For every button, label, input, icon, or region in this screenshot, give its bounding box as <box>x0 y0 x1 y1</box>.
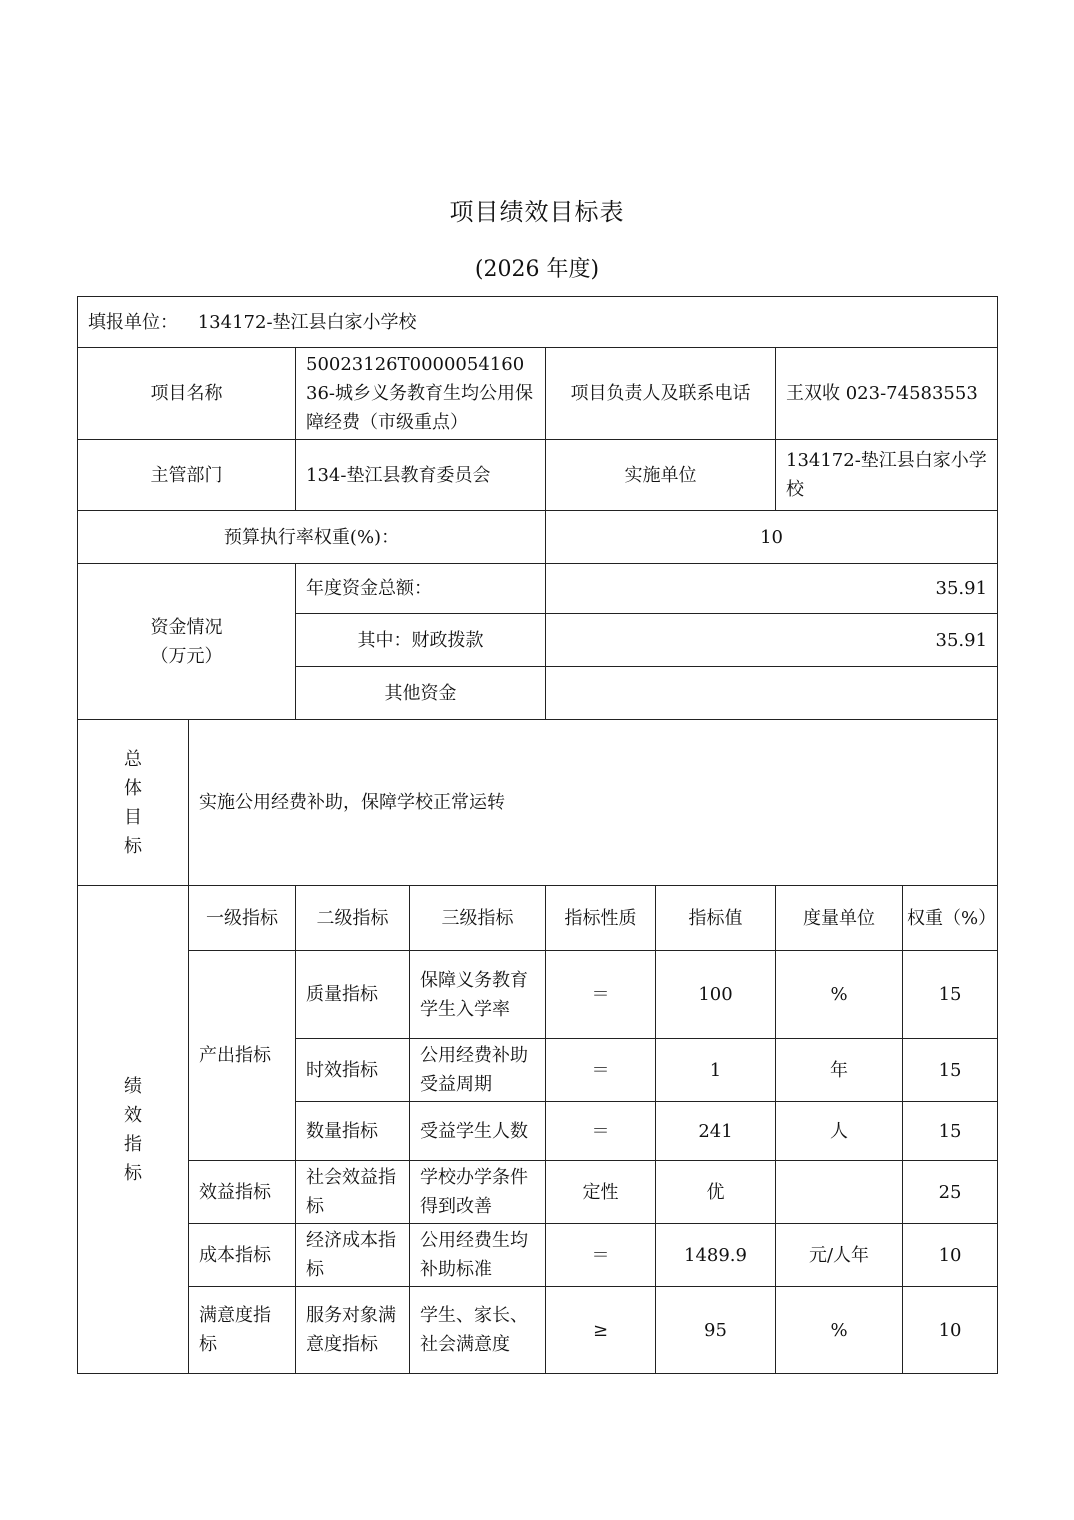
dept-label: 主管部门 <box>78 440 296 511</box>
unit-cell: % <box>776 1287 903 1374</box>
funds-total-value: 35.91 <box>546 564 998 614</box>
level1-cell: 满意度指标 <box>189 1287 296 1374</box>
level3-cell: 保障义务教育学生入学率 <box>410 951 546 1039</box>
perf-label-char: 绩 <box>124 1075 142 1097</box>
contact-label: 项目负责人及联系电话 <box>546 348 776 440</box>
dept-value: 134-垫江县教育委员会 <box>296 440 546 511</box>
nature-cell: ＝ <box>546 1224 656 1287</box>
level1-cell: 产出指标 <box>189 951 296 1161</box>
funds-other-value <box>546 667 998 720</box>
weight-cell: 15 <box>903 1039 998 1102</box>
nature-cell: ＝ <box>546 1102 656 1161</box>
column-header: 一级指标 <box>189 886 296 951</box>
level2-cell: 质量指标 <box>296 951 410 1039</box>
page-year: (2026 年度) <box>474 257 600 282</box>
goal-text: 实施公用经费补助，保障学校正常运转 <box>189 720 998 886</box>
goal-label-char: 总 <box>124 748 142 770</box>
level3-cell: 受益学生人数 <box>410 1102 546 1161</box>
funds-label-line1: 资金情况 <box>150 616 223 638</box>
budget-rate-row <box>78 511 998 564</box>
nature-cell: 定性 <box>546 1161 656 1224</box>
unit-cell <box>776 1161 903 1224</box>
column-header: 三级指标 <box>410 886 546 951</box>
column-header: 指标值 <box>656 886 776 951</box>
weight-cell: 15 <box>903 951 998 1039</box>
funds-label <box>78 564 296 720</box>
level3-cell: 公用经费补助受益周期 <box>410 1039 546 1102</box>
budget-rate-label: 预算执行率权重(%)： <box>78 511 546 564</box>
funds-label-line2: （万元） <box>150 645 223 667</box>
column-header: 度量单位 <box>776 886 903 951</box>
value-cell: 优 <box>656 1161 776 1224</box>
unit-value: 134172-垫江县白家小学校 <box>197 311 417 333</box>
level2-cell: 社会效益指标 <box>296 1161 410 1224</box>
value-cell: 95 <box>656 1287 776 1374</box>
table-row <box>78 1287 998 1374</box>
unit-cell: 人 <box>776 1102 903 1161</box>
perf-label-char: 效 <box>124 1104 142 1126</box>
level1-cell: 成本指标 <box>189 1224 296 1287</box>
weight-cell: 25 <box>903 1161 998 1224</box>
perf-label-char: 标 <box>124 1162 142 1184</box>
dept-row <box>78 440 998 511</box>
value-cell: 1 <box>656 1039 776 1102</box>
level2-cell: 服务对象满意度指标 <box>296 1287 410 1374</box>
table-row <box>78 951 998 1039</box>
goal-label <box>78 720 189 886</box>
goal-row <box>78 720 998 886</box>
impl-label: 实施单位 <box>546 440 776 511</box>
value-cell: 241 <box>656 1102 776 1161</box>
weight-cell: 10 <box>903 1287 998 1374</box>
column-header: 指标性质 <box>546 886 656 951</box>
project-name-label: 项目名称 <box>78 348 296 440</box>
funds-fiscal-value: 35.91 <box>546 614 998 667</box>
contact-value: 王双收 023-74583553 <box>776 348 998 440</box>
project-row <box>78 348 998 440</box>
level2-cell: 数量指标 <box>296 1102 410 1161</box>
column-header: 二级指标 <box>296 886 410 951</box>
goal-label-char: 目 <box>124 806 142 828</box>
unit-cell: 年 <box>776 1039 903 1102</box>
unit-cell: 元/人年 <box>776 1224 903 1287</box>
level1-cell: 效益指标 <box>189 1161 296 1224</box>
project-name-value: 50023126T000005416036-城乡义务教育生均公用保障经费（市级重点） <box>296 348 546 440</box>
weight-cell: 10 <box>903 1224 998 1287</box>
funds-other-label: 其他资金 <box>296 667 546 720</box>
level3-cell: 公用经费生均补助标准 <box>410 1224 546 1287</box>
value-cell: 100 <box>656 951 776 1039</box>
level2-cell: 经济成本指标 <box>296 1224 410 1287</box>
performance-goal-table <box>77 296 998 1374</box>
perf-label <box>78 886 189 1374</box>
perf-label-char: 指 <box>124 1133 142 1155</box>
column-header: 权重（%） <box>903 886 998 951</box>
page-title: 项目绩效目标表 <box>449 198 625 226</box>
nature-cell: ≥ <box>546 1287 656 1374</box>
impl-value: 134172-垫江县白家小学校 <box>776 440 998 511</box>
unit-cell: % <box>776 951 903 1039</box>
goal-label-char: 体 <box>124 777 142 799</box>
perf-header-row <box>78 886 998 951</box>
level2-cell: 时效指标 <box>296 1039 410 1102</box>
weight-cell: 15 <box>903 1102 998 1161</box>
nature-cell: ＝ <box>546 1039 656 1102</box>
unit-cell <box>78 297 998 348</box>
budget-rate-value: 10 <box>546 511 998 564</box>
funds-fiscal-label: 其中：财政拨款 <box>296 614 546 667</box>
level3-cell: 学校办学条件得到改善 <box>410 1161 546 1224</box>
unit-row <box>78 297 998 348</box>
goal-label-char: 标 <box>124 835 142 857</box>
level3-cell: 学生、家长、社会满意度 <box>410 1287 546 1374</box>
value-cell: 1489.9 <box>656 1224 776 1287</box>
nature-cell: ＝ <box>546 951 656 1039</box>
table-row <box>78 1224 998 1287</box>
funds-total-row <box>78 564 998 614</box>
unit-label: 填报单位： <box>88 311 178 333</box>
table-row <box>78 1161 998 1224</box>
funds-total-label: 年度资金总额： <box>296 564 546 614</box>
